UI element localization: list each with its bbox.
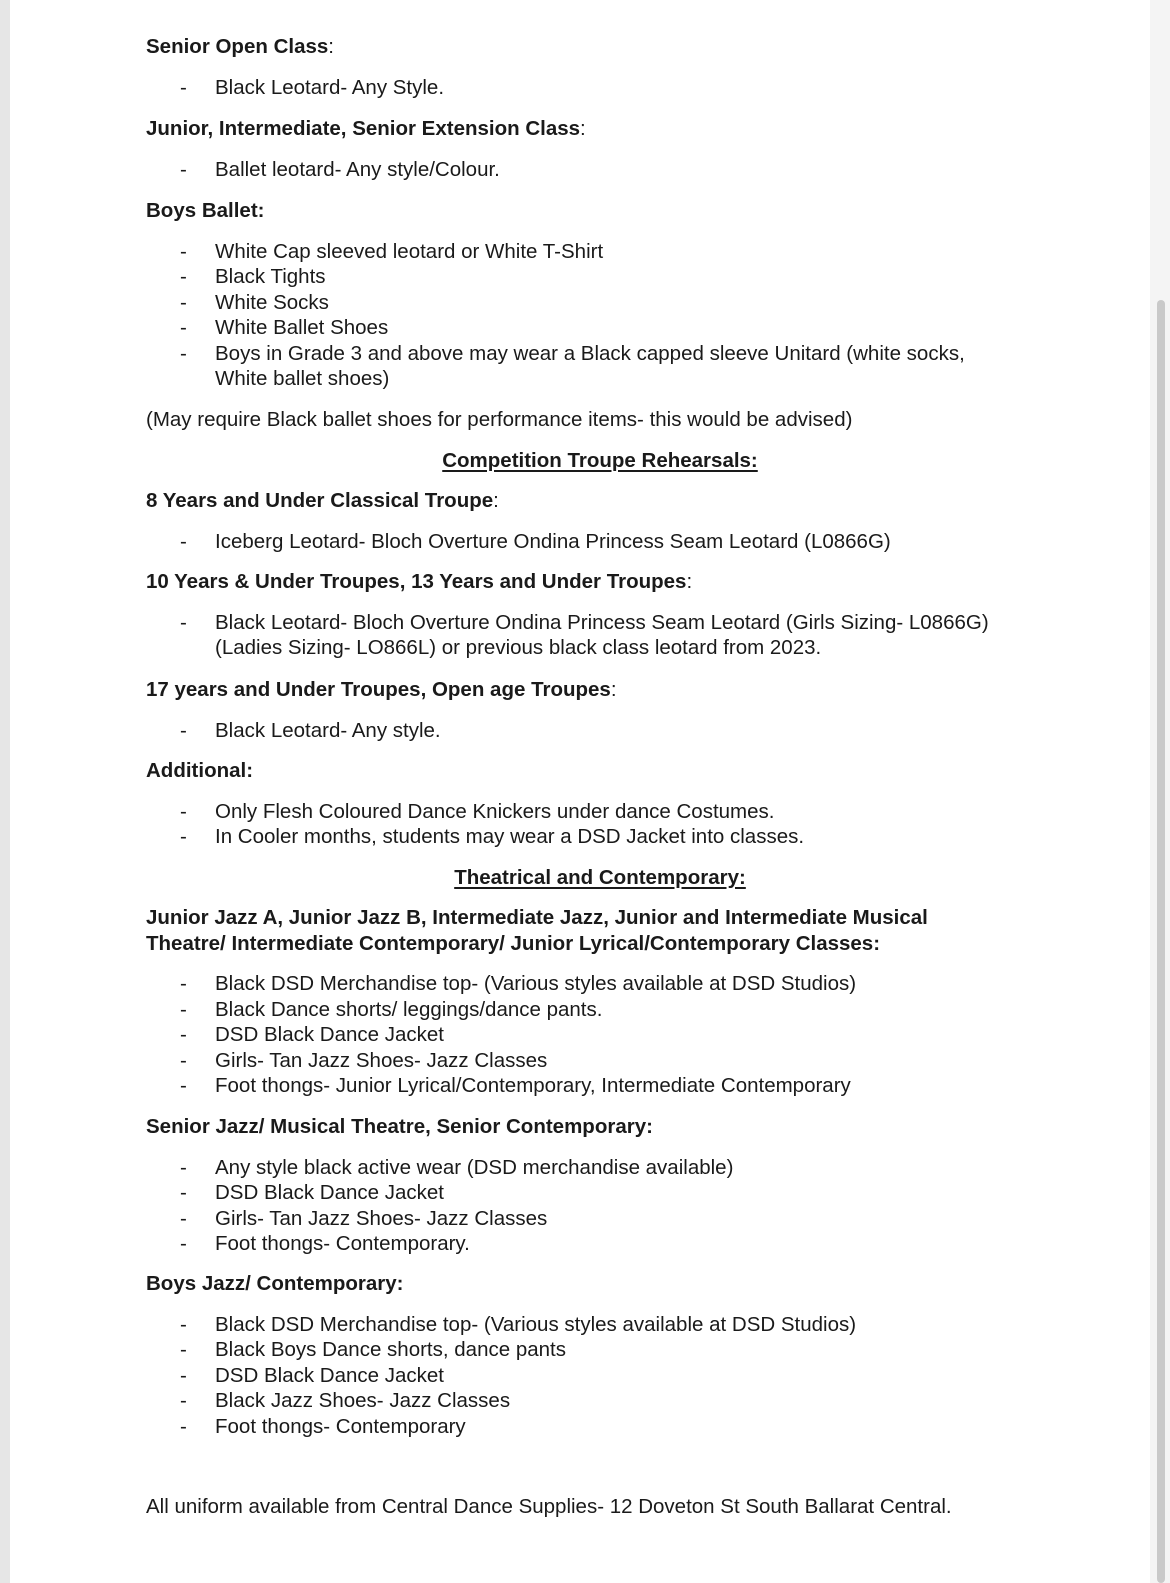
list-item: - White Ballet Shoes xyxy=(146,315,1000,341)
list-item: - Black DSD Merchandise top- (Various styles available at DSD Studios) xyxy=(146,1312,1000,1338)
list-item: - DSD Black Dance Jacket xyxy=(146,1363,1000,1389)
section-senior-jazz xyxy=(146,1114,1000,1257)
list-item: - Black DSD Merchandise top- (Various styles available at DSD Studios) xyxy=(146,971,1000,997)
section-senior-open: Senior Open Class: - Black Leotard- Any Style. xyxy=(146,34,1000,100)
section-additional xyxy=(146,758,1000,850)
list-item: - Black Leotard- Bloch Overture Ondina Princess Seam Leotard (Girls Sizing- L0866G) (Ladies Sizing- LO866L) or previous black class leotard from 2023. xyxy=(146,610,1000,661)
troupe-17-open-heading: 17 years and Under Troupes, Open age Troupes xyxy=(146,678,611,701)
junior-jazz-list xyxy=(146,971,1000,1099)
list-item: - White Cap sleeved leotard or White T-Shirt xyxy=(146,239,1000,265)
list-item: - Boys in Grade 3 and above may wear a Black capped sleeve Unitard (white socks, White ballet shoes) xyxy=(146,341,1000,392)
theatrical-section-title: Theatrical and Contemporary: xyxy=(454,866,746,889)
boys-jazz-list xyxy=(146,1312,1000,1440)
section-boys-ballet xyxy=(146,198,1000,432)
list-item: - Iceberg Leotard- Bloch Overture Ondina Princess Seam Leotard (L0866G) xyxy=(146,529,1000,555)
list-item: - Black Tights xyxy=(146,264,1000,290)
competition-section-title: Competition Troupe Rehearsals: xyxy=(442,449,758,472)
troupe-8-list xyxy=(146,529,1000,555)
list-item: - Girls- Tan Jazz Shoes- Jazz Classes xyxy=(146,1206,1000,1232)
list-item: - Girls- Tan Jazz Shoes- Jazz Classes xyxy=(146,1048,1000,1074)
list-item: - Black Leotard- Any style. xyxy=(146,718,1000,744)
section-footer xyxy=(146,1494,1000,1520)
boys-ballet-heading: Boys Ballet: xyxy=(146,199,265,222)
list-item: - Black Leotard- Any Style. xyxy=(146,75,1000,101)
list-item: - DSD Black Dance Jacket xyxy=(146,1022,1000,1048)
section-extension: Junior, Intermediate, Senior Extension Class: - Ballet leotard- Any style/Colour. xyxy=(146,116,1000,182)
scrollbar-track[interactable] xyxy=(1150,0,1170,1583)
additional-heading: Additional: xyxy=(146,759,254,782)
boys-ballet-note: (May require Black ballet shoes for performance items- this would be advised) xyxy=(146,407,853,431)
scrollbar-thumb[interactable] xyxy=(1157,300,1165,1583)
list-item: - Any style black active wear (DSD merchandise available) xyxy=(146,1155,1000,1181)
senior-open-list xyxy=(146,75,1000,101)
senior-jazz-list xyxy=(146,1155,1000,1257)
list-item: - Only Flesh Coloured Dance Knickers under dance Costumes. xyxy=(146,799,1000,825)
document-page xyxy=(10,0,1150,1583)
extension-list xyxy=(146,157,1000,183)
additional-list xyxy=(146,799,1000,850)
troupe-8-heading: 8 Years and Under Classical Troupe xyxy=(146,489,494,512)
senior-open-heading: Senior Open Class xyxy=(146,35,329,58)
section-troupe-8: 8 Years and Under Classical Troupe: - Iceberg Leotard- Bloch Overture Ondina Princess Seam Leotard (L0866G) xyxy=(146,488,1000,554)
troupe-10-13-heading: 10 Years & Under Troupes, 13 Years and Under Troupes xyxy=(146,570,687,593)
list-item: - Ballet leotard- Any style/Colour. xyxy=(146,157,1000,183)
senior-jazz-heading: Senior Jazz/ Musical Theatre, Senior Contemporary: xyxy=(146,1115,653,1138)
section-troupe-17-open: 17 years and Under Troupes, Open age Troupes: - Black Leotard- Any style. xyxy=(146,677,1000,743)
junior-jazz-heading: Junior Jazz A, Junior Jazz B, Intermediate Jazz, Junior and Intermediate Musical Theatre/ Intermediate Contemporary/ Junior Lyrical/Contemporary Classes: xyxy=(146,906,928,955)
extension-heading: Junior, Intermediate, Senior Extension Class xyxy=(146,117,581,140)
footer-text: All uniform available from Central Dance Supplies- 12 Doveton St South Ballarat Central. xyxy=(146,1495,952,1518)
boys-ballet-list xyxy=(146,239,1000,392)
list-item: - Black Jazz Shoes- Jazz Classes xyxy=(146,1388,1000,1414)
list-item: - Foot thongs- Contemporary. xyxy=(146,1231,1000,1257)
troupe-17-open-list xyxy=(146,718,1000,744)
list-item: - Black Boys Dance shorts, dance pants xyxy=(146,1337,1000,1363)
list-item: - Black Dance shorts/ leggings/dance pants. xyxy=(146,997,1000,1023)
troupe-10-13-list xyxy=(146,610,1000,661)
section-boys-jazz xyxy=(146,1271,1000,1439)
section-junior-jazz xyxy=(146,905,1000,1099)
list-item: - Foot thongs- Junior Lyrical/Contemporary, Intermediate Contemporary xyxy=(146,1073,1000,1099)
section-troupe-10-13: 10 Years & Under Troupes, 13 Years and Under Troupes: - Black Leotard- Bloch Overture Ondina Princess Seam Leotard (Girls Sizing- L0866G) (Ladies Sizing- LO866L) or previous black class leotard from 2023. xyxy=(146,569,1000,661)
boys-jazz-heading: Boys Jazz/ Contemporary: xyxy=(146,1272,404,1295)
list-item: - White Socks xyxy=(146,290,1000,316)
list-item: - In Cooler months, students may wear a DSD Jacket into classes. xyxy=(146,824,1000,850)
list-item: - Foot thongs- Contemporary xyxy=(146,1414,1000,1440)
list-item: - DSD Black Dance Jacket xyxy=(146,1180,1000,1206)
